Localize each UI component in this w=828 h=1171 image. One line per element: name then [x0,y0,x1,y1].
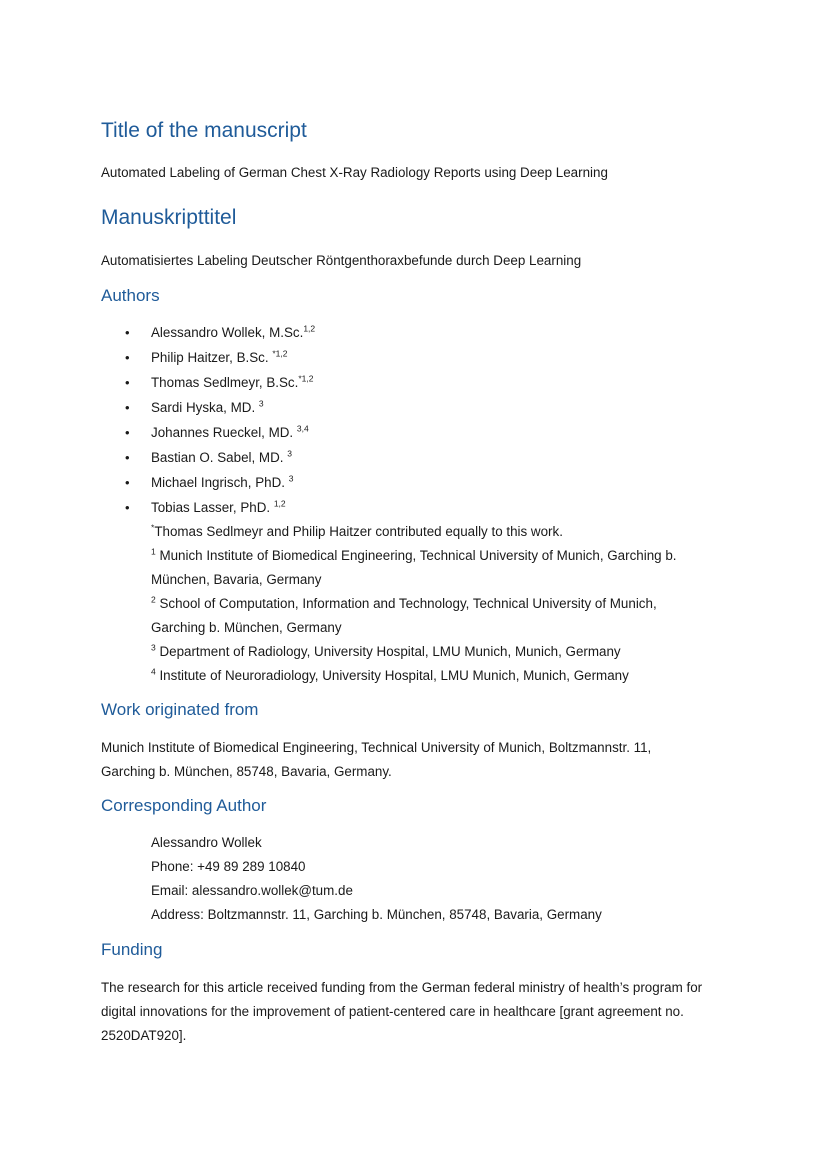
section-heading-authors: Authors [101,286,160,305]
author-name: Tobias Lasser, PhD. [151,500,274,515]
bullet-icon: • [125,450,130,465]
author-item [101,421,741,446]
funding-text: The research for this article received funding from the German federal ministry of health’s program for digital innovations for the improvement of patient-centered care in healthcare [grant agreement no. 2520DAT920]. [101,980,703,1043]
author-item [101,471,741,496]
bullet-icon: • [125,500,130,515]
author-affiliation-sup: 3 [258,398,264,409]
author-name: Philip Haitzer, B.Sc. [151,350,273,365]
work-origin-text: Munich Institute of Biomedical Engineering, Technical University of Munich, Boltzmannstr. 11, Garching b. München, 85748, Bavaria, Germany. [101,740,652,779]
corresponding-name: Alessandro Wollek [151,835,262,850]
note-sup: 4 [151,666,156,677]
author-affiliation-sup: 3,4 [296,423,309,434]
author-item [101,496,741,521]
corresponding-email: Email: alessandro.wollek@tum.de [151,883,353,898]
author-item [101,396,741,421]
affiliation-2: $^2$ School of Computation, Information and Technology, Technical University of Munich, [151,594,657,611]
manuscript-title-german: Automatisiertes Labeling Deutscher Röntgenthoraxbefunde durch Deep Learning [101,253,582,268]
author-name: Thomas Sedlmeyr, B.Sc. [151,375,299,390]
affiliation-1: $^1$ Munich Institute of Biomedical Engineering, Technical University of Munich, Garching b. [151,546,677,563]
author-item [101,371,741,396]
bullet-icon: • [125,400,130,415]
author-affiliation-sup: 1,2 [303,323,316,334]
note-sup: 1 [151,546,156,557]
bullet-icon: • [125,350,130,365]
bullet-icon: • [125,425,130,440]
manuscript-title: Automated Labeling of German Chest X-Ray Radiology Reports using Deep Learning [101,165,608,180]
author-affiliation-sup: *1,2 [272,348,288,359]
author-name: Michael Ingrisch, PhD. [151,475,289,490]
author-item [101,321,741,346]
equal-contribution-note: *Thomas Sedlmeyr and Philip Haitzer contributed equally to this work. [151,522,563,539]
author-name: Bastian O. Sabel, MD. [151,450,288,465]
corresponding-address: Address: Boltzmannstr. 11, Garching b. München, 85748, Bavaria, Germany [151,907,602,922]
note-sup: * [151,522,155,533]
author-affiliation-sup: 3 [288,473,294,484]
corresponding-phone: Phone: +49 89 289 10840 [151,859,306,874]
bullet-icon: • [125,475,130,490]
author-affiliation-sup: 1,2 [273,498,286,509]
section-heading-work-origin: Work originated from [101,700,259,719]
affiliation-1-cont: München, Bavaria, Germany [151,572,322,587]
corresponding-author-block [151,831,602,927]
author-affiliation-sup: 3 [287,448,292,459]
section-heading-title: Title of the manuscript [101,119,307,142]
author-list [101,321,741,521]
author-item [101,346,741,371]
author-name: Alessandro Wollek, M.Sc. [151,325,304,340]
section-heading-german-title: Manuskripttitel [101,206,237,229]
author-item [101,446,741,471]
section-heading-funding: Funding [101,940,163,959]
affiliation-2-cont: Garching b. München, Germany [151,620,342,635]
note-sup: 2 [151,594,156,605]
author-affiliation-sup: *1,2 [298,373,314,384]
bullet-icon: • [125,325,130,340]
affiliation-3: $^3$ Department of Radiology, University Hospital, LMU Munich, Munich, Germany [151,642,621,659]
affiliation-4: $^4$ Institute of Neuroradiology, University Hospital, LMU Munich, Munich, Germany [151,666,629,683]
note-sup: 3 [151,642,156,653]
bullet-icon: • [125,375,130,390]
section-heading-corresponding-author: Corresponding Author [101,796,267,815]
affiliation-notes [151,520,731,688]
author-name: Sardi Hyska, MD. [151,400,259,415]
author-name: Johannes Rueckel, MD. [151,425,297,440]
